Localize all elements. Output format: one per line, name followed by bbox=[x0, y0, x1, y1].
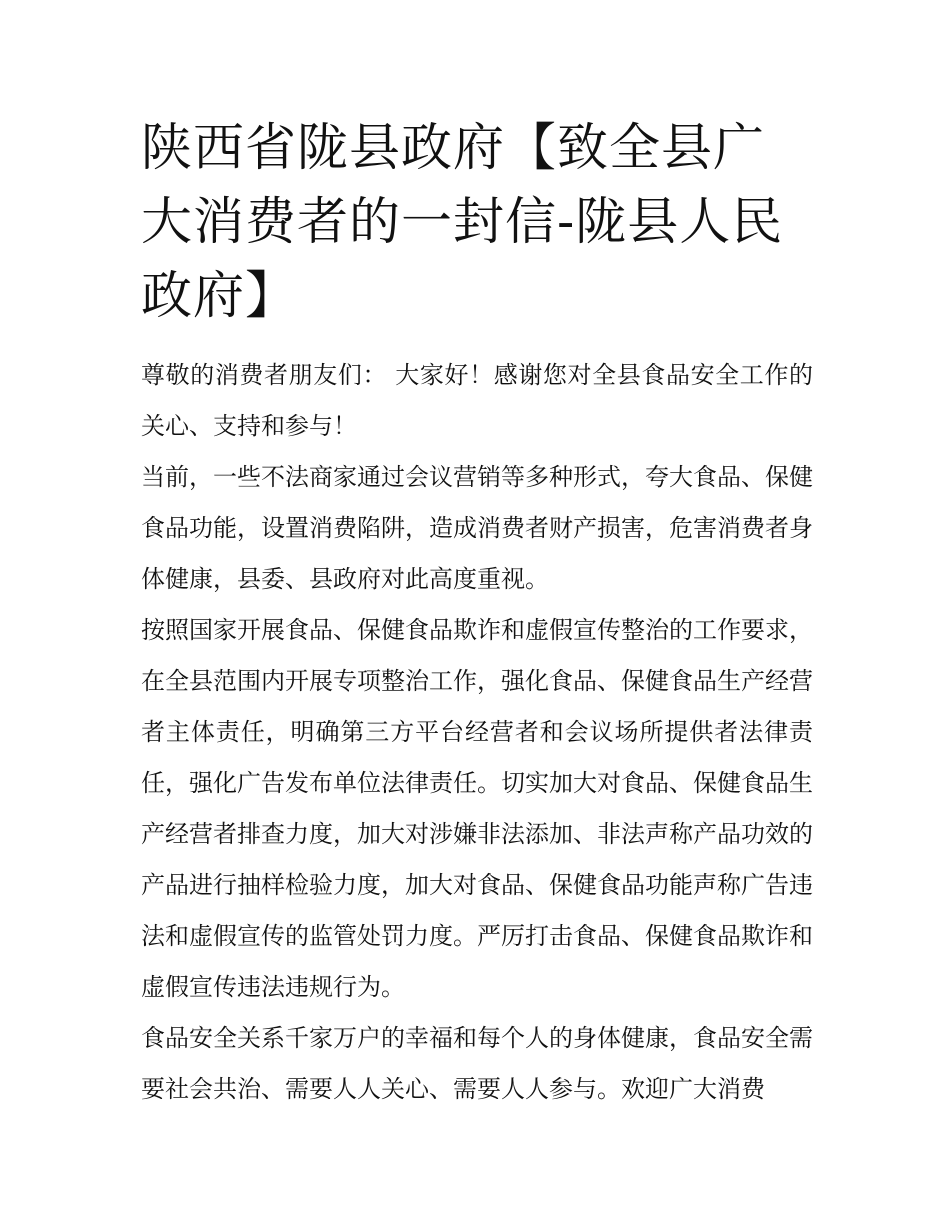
paragraph-greeting: 尊敬的消费者朋友们： 大家好！感谢您对全县食品安全工作的关心、支持和参与！ bbox=[141, 361, 813, 440]
document-page bbox=[141, 112, 813, 1115]
paragraph-rectification: 按照国家开展食品、保健食品欺诈和虚假宣传整治的工作要求，在全县范围内开展专项整治工作，强化食品、保健食品生产经营者主体责任，明确第三方平台经营者和会议场所提供者法律责任，强化广告发布单位法律责任。切实加大对食品、保健食品生产经营者排查力度，加大对涉嫌非法添加、非法声称产品功效的产品进行抽样检验力度，加大对食品、保健食品功能声称广告违法和虚假宣传的监管处罚力度。严厉打击食品、保健食品欺诈和虚假宣传违法违规行为。 bbox=[141, 616, 813, 1001]
document-title: 陕西省陇县政府【致全县广大消费者的一封信-陇县人民政府】 bbox=[141, 119, 784, 326]
paragraph-food-safety: 食品安全关系千家万户的幸福和每个人的身体健康，食品安全需要社会共治、需要人人关心、需要人人参与。欢迎广大消费 bbox=[141, 1024, 813, 1103]
paragraph-current-situation: 当前，一些不法商家通过会议营销等多种形式，夸大食品、保健食品功能，设置消费陷阱，造成消费者财产损害，危害消费者身体健康，县委、县政府对此高度重视。 bbox=[141, 463, 813, 593]
document-body bbox=[141, 350, 813, 1115]
